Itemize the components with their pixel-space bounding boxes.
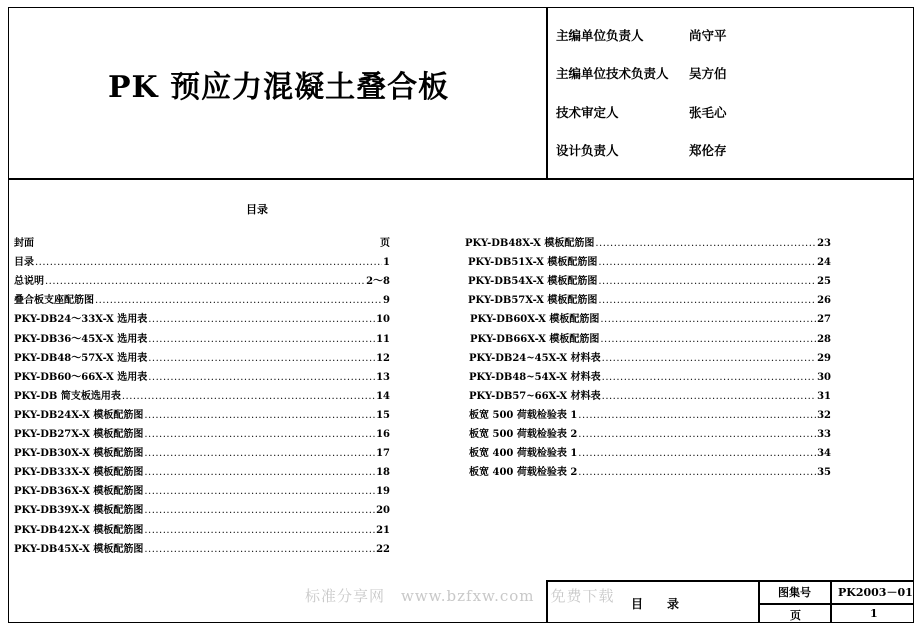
- toc-entry-label: PKY-DB60X-X 模板配筋图: [470, 314, 600, 326]
- toc-entry-page: 12: [376, 352, 390, 364]
- toc-leader-dots: [148, 333, 375, 347]
- responsible-name: 吴方伯: [689, 66, 727, 81]
- toc-entry: [468, 256, 831, 270]
- toc-entry-label: PKY-DB57X-X 模板配筋图: [468, 295, 598, 307]
- toc-entry: [14, 428, 390, 442]
- toc-leader-dots: [578, 466, 816, 480]
- toc-entry: [468, 275, 831, 289]
- toc-entry-label: PKY-DB54X-X 模板配筋图: [468, 276, 598, 288]
- toc-entry-page: 26: [817, 295, 831, 307]
- toc-leader-dots: [144, 466, 375, 480]
- toc-entry-label: PKY-DB24~45X-X 材料表: [469, 352, 601, 364]
- toc-leader-dots: [35, 256, 382, 270]
- toc-entry: [14, 524, 390, 538]
- toc-entry: [469, 371, 831, 385]
- toc-entry: [14, 543, 390, 557]
- toc-leader-dots: [144, 485, 375, 499]
- responsible-name: 郑伦存: [689, 143, 727, 158]
- toc-entry-label: 目录: [14, 257, 34, 269]
- toc-entry-page: 15: [376, 409, 390, 421]
- document-title: PK 预应力混凝土叠合板: [108, 70, 450, 105]
- toc-leader-dots: [598, 256, 816, 270]
- toc-entry-label: 封面: [14, 238, 34, 249]
- toc-entry-label: PKY-DB36～45X-X 选用表: [14, 333, 148, 345]
- atlas-value: PK2003－01: [838, 586, 913, 599]
- toc-entry: [469, 409, 831, 423]
- toc-entry-label: PKY-DB27X-X 模板配筋图: [14, 429, 144, 440]
- toc-leader-dots: [45, 275, 365, 289]
- responsible-name: 尚守平: [689, 28, 727, 43]
- toc-entry: [14, 352, 390, 366]
- toc-entry: [470, 313, 831, 327]
- toc-entry: [14, 466, 390, 480]
- toc-entry-page: 17: [376, 448, 390, 460]
- toc-entry: [469, 447, 831, 461]
- toc-leader-dots: [144, 428, 375, 442]
- title-block-mid-line: [758, 603, 914, 605]
- toc-entry-label: PKY-DB51X-X 模板配筋图: [468, 257, 598, 269]
- toc-entry: [14, 275, 390, 289]
- title-block-top-border: [546, 580, 914, 582]
- toc-heading: 目录: [246, 203, 268, 216]
- toc-entry-label: PKY-DB24X-X 模板配筋图: [14, 409, 144, 421]
- toc-entry-page: 11: [376, 333, 390, 345]
- toc-entry-page: 20: [376, 505, 390, 517]
- drawing-title-cell: 目 录: [631, 597, 680, 611]
- toc-entry-page: 14: [376, 390, 390, 402]
- toc-leader-dots: [144, 543, 375, 557]
- page-value: 1: [870, 607, 878, 620]
- toc-leader-dots: [148, 313, 375, 327]
- toc-entry-label: 板宽 500 荷载检验表 2: [469, 429, 578, 440]
- toc-leader-dots: [602, 352, 816, 366]
- toc-leader-dots: [600, 313, 816, 327]
- toc-entry-page: 31: [817, 390, 831, 402]
- page-label: 页: [790, 609, 801, 622]
- toc-entry-page: 28: [817, 333, 831, 345]
- toc-entry-label: PKY-DB57~66X-X 材料表: [469, 390, 601, 402]
- toc-entry: [14, 313, 390, 327]
- header-divider: [8, 178, 914, 180]
- toc-entry-label: PKY-DB42X-X 模板配筋图: [14, 524, 144, 536]
- toc-entry-label: 总说明: [14, 276, 44, 288]
- toc-leader-dots: [595, 237, 816, 251]
- toc-entry-page: 页: [380, 238, 390, 249]
- toc-leader-dots: [122, 390, 375, 404]
- toc-entry: [14, 256, 390, 270]
- toc-entry: [469, 390, 831, 404]
- toc-entry: [14, 485, 390, 499]
- toc-entry: [469, 428, 831, 442]
- toc-entry: [14, 371, 390, 385]
- toc-entry-page: 16: [376, 429, 390, 440]
- toc-entry-page: 2～8: [366, 276, 390, 288]
- toc-leader-dots: [578, 409, 816, 423]
- toc-entry-page: 18: [376, 467, 390, 479]
- toc-entry-label: PKY-DB48~54X-X 材料表: [469, 371, 601, 383]
- toc-entry-label: PKY-DB24～33X-X 选用表: [14, 314, 148, 326]
- toc-entry-page: 32: [817, 409, 831, 421]
- toc-entry-label: PKY-DB48X-X 模板配筋图: [465, 238, 595, 249]
- toc-leader-dots: [148, 371, 375, 385]
- responsible-role: 主编单位负责人: [556, 28, 644, 43]
- toc-leader-dots: [598, 294, 816, 308]
- toc-entry-page: 29: [817, 352, 831, 364]
- toc-entry-page: 13: [376, 371, 390, 383]
- toc-entry: [14, 237, 390, 251]
- toc-entry-page: 22: [376, 543, 390, 555]
- title-block-divider-2: [830, 580, 832, 623]
- toc-entry-label: PKY-DB 简支板选用表: [14, 390, 121, 402]
- toc-entry-page: 23: [817, 238, 831, 249]
- toc-entry-label: PKY-DB33X-X 模板配筋图: [14, 467, 144, 479]
- toc-entry-label: PKY-DB45X-X 模板配筋图: [14, 543, 144, 555]
- toc-entry-label: PKY-DB66X-X 模板配筋图: [470, 333, 600, 345]
- toc-entry: [14, 390, 390, 404]
- toc-entry-label: PKY-DB30X-X 模板配筋图: [14, 448, 144, 460]
- toc-leader-dots: [144, 447, 375, 461]
- title-block-divider-1: [758, 580, 760, 623]
- toc-entry-page: 30: [817, 371, 831, 383]
- toc-entry-label: PKY-DB36X-X 模板配筋图: [14, 486, 144, 498]
- toc-entry: [469, 352, 831, 366]
- toc-entry-label: 叠合板支座配筋图: [14, 295, 94, 307]
- toc-leader-dots: [148, 352, 375, 366]
- toc-entry-label: PKY-DB39X-X 模板配筋图: [14, 505, 144, 517]
- toc-entry-label: PKY-DB60～66X-X 选用表: [14, 371, 148, 383]
- toc-entry: [14, 409, 390, 423]
- toc-entry-page: 21: [376, 524, 390, 536]
- toc-entry: [470, 333, 831, 347]
- toc-leader-dots: [602, 390, 816, 404]
- toc-leader-dots: [144, 409, 375, 423]
- toc-entry-page: 27: [817, 314, 831, 326]
- toc-entry-label: 板宽 400 荷载检验表 2: [469, 467, 578, 479]
- atlas-label: 图集号: [778, 586, 811, 599]
- toc-entry-label: 板宽 500 荷载检验表 1: [469, 409, 578, 421]
- toc-leader-dots: [600, 333, 816, 347]
- toc-entry: [465, 237, 831, 251]
- toc-entry-page: 9: [383, 295, 390, 307]
- toc-entry-page: 10: [376, 314, 390, 326]
- responsible-role: 主编单位技术负责人: [556, 66, 669, 81]
- toc-entry-page: 24: [817, 257, 831, 269]
- toc-entry-page: 1: [383, 257, 390, 269]
- toc-entry-page: 34: [817, 448, 831, 460]
- toc-entry-page: 25: [817, 276, 831, 288]
- responsible-role: 设计负责人: [556, 143, 619, 158]
- toc-leader-dots: [144, 504, 375, 518]
- toc-entry: [14, 447, 390, 461]
- toc-leader-dots: [95, 294, 382, 308]
- header-vertical-divider: [546, 7, 548, 178]
- toc-entry: [469, 466, 831, 480]
- responsible-role: 技术审定人: [556, 105, 619, 120]
- toc-leader-dots: [602, 371, 816, 385]
- toc-entry: [14, 294, 390, 308]
- responsible-name: 张毛心: [689, 105, 727, 120]
- toc-entry-page: 19: [376, 486, 390, 498]
- toc-entry-page: 35: [817, 467, 831, 479]
- toc-entry: [468, 294, 831, 308]
- watermark: 标准分享网 www.bzfxw.com 免费下载: [305, 587, 615, 605]
- toc-entry: [14, 504, 390, 518]
- toc-entry-page: 33: [817, 429, 831, 440]
- toc-leader-dots: [144, 524, 375, 538]
- toc-entry-label: PKY-DB48～57X-X 选用表: [14, 352, 148, 364]
- toc-entry-label: 板宽 400 荷载检验表 1: [469, 448, 578, 460]
- toc-leader-dots: [578, 447, 816, 461]
- toc-leader-dots: [598, 275, 816, 289]
- toc-entry: [14, 333, 390, 347]
- toc-leader-dots: [578, 428, 816, 442]
